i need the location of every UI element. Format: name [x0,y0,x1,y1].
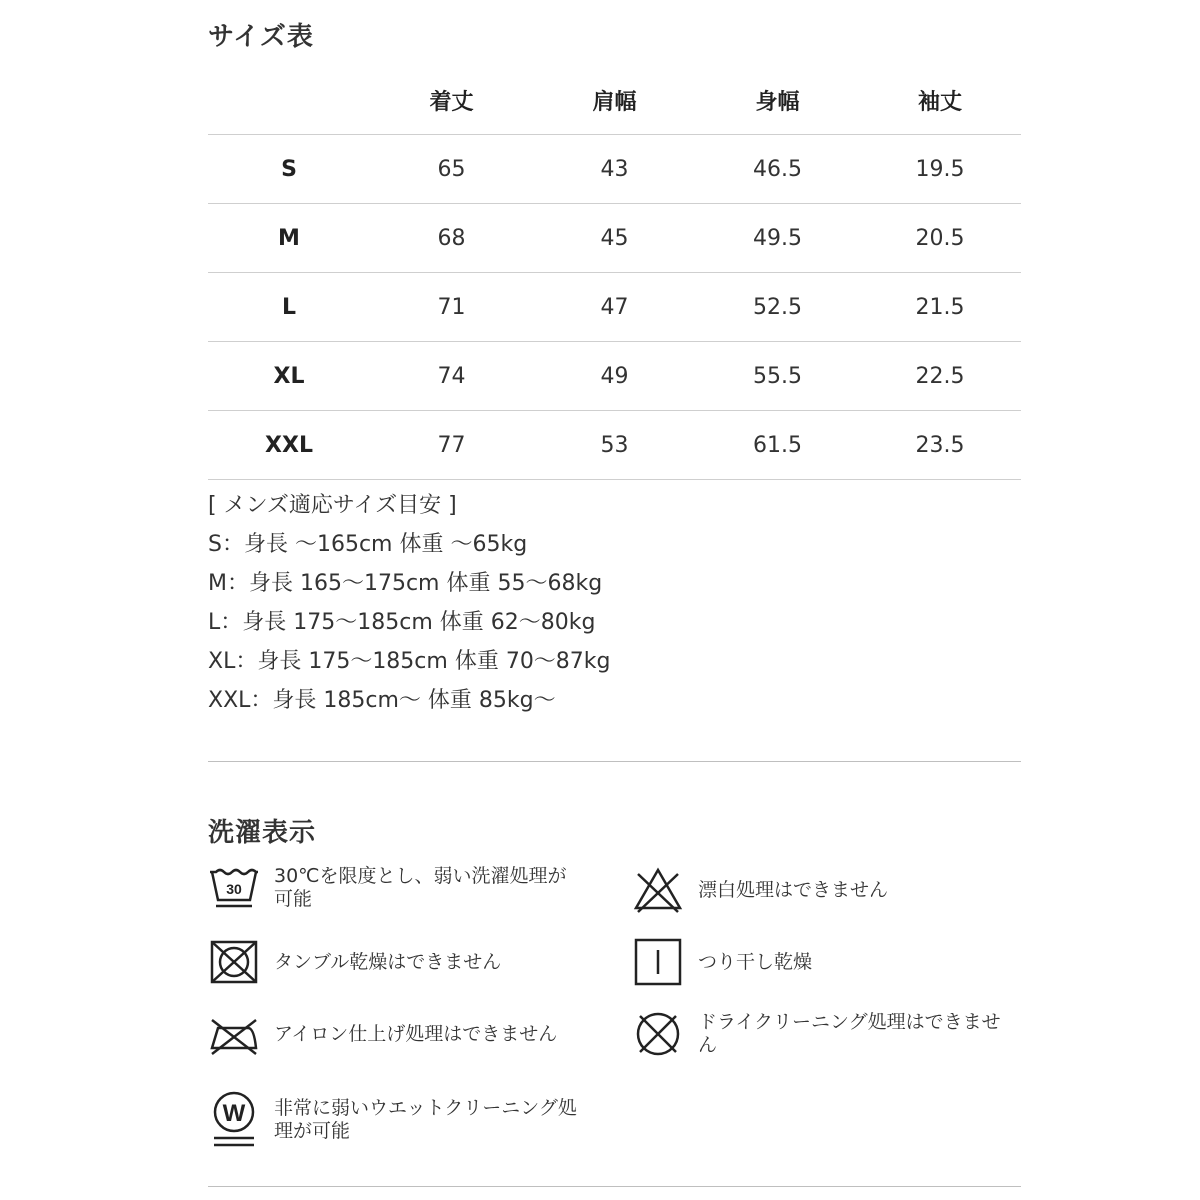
size-label: XXL [208,411,370,480]
size-guide-line: S：身長 ～165cm 体重 ～65kg [208,532,528,557]
table-cell: 71 [370,273,533,342]
size-label: L [208,273,370,342]
care-item [208,1090,584,1150]
header-shoulder: 肩幅 [533,66,696,135]
wet-clean-very-gentle-icon [208,1090,260,1150]
no-iron-icon [208,1008,260,1060]
size-guide-line: XXL：身長 185cm～ 体重 85kg～ [208,688,556,713]
care-text: 30℃を限度とし、弱い洗濯処理が可能 [274,865,567,910]
care-text: 漂白処理はできません [698,878,889,901]
size-table [208,66,1021,480]
wash-30-gentle-icon [208,862,260,914]
care-item [208,936,584,988]
table-row [208,342,1021,411]
table-row [208,273,1021,342]
table-cell: 52.5 [696,273,859,342]
care-item [632,936,1008,988]
size-guide-line: M：身長 165～175cm 体重 55～68kg [208,571,603,596]
table-cell: 23.5 [859,411,1021,480]
wash-temperature: 30 [226,881,242,897]
table-cell: 53 [533,411,696,480]
table-row [208,204,1021,273]
bottom-divider [208,1186,1021,1187]
table-cell: 47 [533,273,696,342]
table-cell: 74 [370,342,533,411]
header-sleeve: 袖丈 [859,66,1021,135]
table-cell: 68 [370,204,533,273]
no-bleach-icon [632,864,684,916]
table-cell: 49 [533,342,696,411]
table-cell: 43 [533,135,696,204]
care-text: アイロン仕上げ処理はできません [274,1022,558,1045]
header-length: 着丈 [370,66,533,135]
header-size [208,66,370,135]
size-guide [208,486,611,720]
care-item [208,862,584,914]
table-cell: 55.5 [696,342,859,411]
size-label: S [208,135,370,204]
care-text: タンブル乾燥はできません [274,950,502,973]
care-text: つり干し乾燥 [698,950,813,973]
line-dry-icon [632,936,684,988]
care-title: 洗濯表示 [208,818,317,848]
care-item [632,1008,1008,1060]
table-row [208,411,1021,480]
table-cell: 22.5 [859,342,1021,411]
header-chest: 身幅 [696,66,859,135]
care-item [632,864,1008,916]
care-text: 非常に弱いウエットクリーニング処理が可能 [274,1097,577,1142]
table-cell: 20.5 [859,204,1021,273]
size-chart-title: サイズ表 [208,22,314,52]
table-cell: 45 [533,204,696,273]
size-label: XL [208,342,370,411]
wet-clean-letter: W [222,1100,246,1127]
size-guide-heading: [ メンズ適応サイズ目安 ] [208,493,457,518]
table-cell: 21.5 [859,273,1021,342]
size-label: M [208,204,370,273]
no-tumble-dry-icon [208,936,260,988]
table-cell: 77 [370,411,533,480]
table-row [208,135,1021,204]
care-item [208,1008,584,1060]
size-table-header-row [208,66,1021,135]
size-guide-line: L：身長 175～185cm 体重 62～80kg [208,610,596,635]
table-cell: 19.5 [859,135,1021,204]
table-cell: 61.5 [696,411,859,480]
table-cell: 65 [370,135,533,204]
section-divider [208,761,1021,762]
table-cell: 49.5 [696,204,859,273]
care-text: ドライクリーニング処理はできません [698,1011,1001,1056]
table-cell: 46.5 [696,135,859,204]
no-dry-clean-icon [632,1008,684,1060]
size-guide-line: XL：身長 175～185cm 体重 70～87kg [208,649,611,674]
